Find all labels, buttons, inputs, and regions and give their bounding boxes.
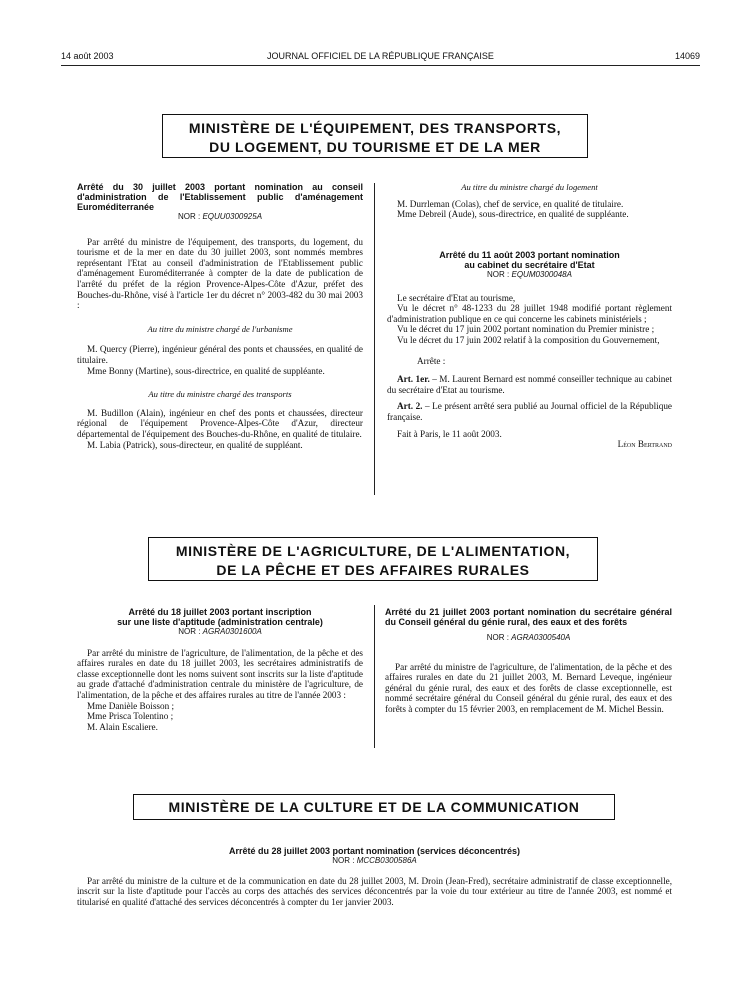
arrete-liste-aptitude [77,607,363,732]
paragraph: Par arrêté du ministre de l'agriculture, de l'alimentation, de la pêche et des affaires rurales en date du 21 juillet 2003, M. Bernard Leveque, ingénieur général du génie rural, des eaux et des forêts de classe exceptionnelle, est nommé secrétaire général du Conseil général du génie rural, des eaux et des forêts à compter du 15 février 2003, en remplacement de M. Michel Bessin. [385,661,672,714]
arrete-title: Arrêté du 28 juillet 2003 portant nomination (services déconcentrés) [228,846,521,856]
ministry-line: MINISTÈRE DE L'AGRICULTURE, DE L'ALIMENTATION, [175,543,571,559]
paragraph: Par arrêté du ministre de l'équipement, des transports, du logement, du tourisme et de la mer en date du 30 juillet 2003, sont nommés membres représentant l'Etat au conseil d'administration de l'Etablissement public d'aménagement Euroméditerranée à compter de la date de publication de l'arrêté du préfet de la région Provence-Alpes-Côte d'Azur, préfet des Bouches-du-Rhône, visé à l'article 1er du décret n° 2003-482 du 30 mai 2003 : [77,236,363,311]
paragraph: Le secrétaire d'Etat au tourisme, [397,292,516,303]
ministry-line: DE LA PÊCHE ET DES AFFAIRES RURALES [216,562,530,578]
arrete-secretaire-general-cggref [385,607,672,715]
page-header [61,51,700,65]
arrete-title: Arrêté du 21 juillet 2003 portant nomination du secrétaire général du Conseil général du génie rural, des eaux et des forêts [385,607,672,627]
list-item: Mme Prisca Tolentino ; [87,711,174,722]
ministry-line: DU LOGEMENT, DU TOURISME ET DE LA MER [209,139,541,155]
arrete-title: au cabinet du secrétaire d'Etat [464,260,595,270]
arrete-services-deconcentres [77,846,672,907]
nor-reference: NOR : EQUU0300925A [177,212,263,221]
paragraph: Vu le décret du 17 juin 2002 portant nomination du Premier ministre ; [397,324,655,335]
paragraph: M. Quercy (Pierre), ingénieur général des ponts et chaussées, en qualité de titulaire. [77,344,363,365]
ministry-line: MINISTÈRE DE LA CULTURE ET DE LA COMMUNICATION [168,799,580,815]
subheading: Au titre du ministre chargé de l'urbanisme [147,323,293,334]
nor-reference: NOR : AGRA0301600A [178,627,262,636]
nor-reference: NOR : MCCB0300586A [332,856,417,865]
paragraph: M. Labia (Patrick), sous-directeur, en qualité de suppléant. [87,439,303,450]
paragraph: Par arrêté du ministre de la culture et de la communication en date du 28 juillet 2003, M. Droin (Jean-Fred), secrétaire administratif de classe exceptionnelle, inscrit sur la liste d'aptitude pour l'accès au corps des attachés des services déconcentrés par la voie du tour extérieur au titre de l'année 2003, est nommé et titularisé en qualité d'attaché des services déconcentrés à compter du 1er janvier 2003. [77,875,672,907]
header-page-number: 14069 [674,51,700,61]
header-date: 14 août 2003 [61,51,114,61]
arrete-euromediterranee [77,182,363,450]
done-at: Fait à Paris, le 11 août 2003. [397,428,502,439]
list-item: Mme Danièle Boisson ; [87,700,175,711]
nor-reference: NOR : AGRA0300540A [486,633,571,642]
header-rule [61,65,700,66]
ministry-heading-culture [133,794,615,820]
ministry-line: MINISTÈRE DE L'ÉQUIPEMENT, DES TRANSPORTS, [188,120,562,136]
subheading: Au titre du ministre chargé du logement [461,182,598,192]
arrete-title: Arrêté du 18 juillet 2003 portant inscription [128,607,312,617]
article-1: Art. 1er. – M. Laurent Bernard est nommé conseiller technique au cabinet du secrétaire d'Etat au tourisme. [387,374,673,395]
arrete-title: Arrêté du 30 juillet 2003 portant nomination au conseil d'administration de l'Etablissement public d'aménagement Euroméditerranée [77,182,363,212]
column-divider [374,605,375,748]
column-divider [374,183,375,495]
subheading: Au titre du ministre chargé des transports [148,389,292,400]
arrete-title: sur une liste d'aptitude (administration centrale) [117,617,323,627]
arrete-continuation-logement [387,182,672,220]
list-item: M. Alain Escaliere. [87,721,158,732]
paragraph: Par arrêté du ministre de l'agriculture, de l'alimentation, de la pêche et des affaires rurales en date du 18 juillet 2003, les secrétaires administratifs de classe exceptionnelle dont les noms suivent sont inscrits sur la liste d'aptitude au grade d'attaché d'administration centrale du ministère de l'agriculture, de l'alimentation, de la pêche et des affaires rurales au titre de l'année 2003 : [77,647,363,700]
arrete-cabinet-secretaire-etat [387,250,672,450]
ministry-heading-agriculture [148,537,598,581]
arrete-keyword: Arrête : [417,355,446,366]
ministry-heading-equipement [162,114,588,158]
paragraph: Vu le décret n° 48-1233 du 28 juillet 1948 modifié portant règlement d'administration publique en ce qui concerne les cabinets ministériels ; [387,303,672,324]
article-2: Art. 2. – Le présent arrêté sera publié au Journal officiel de la République française. [387,401,672,422]
paragraph: Mme Debreil (Aude), sous-directrice, en qualité de suppléante. [397,209,629,220]
paragraph: M. Durrleman (Colas), chef de service, en qualité de titulaire. [397,198,624,209]
arrete-title: Arrêté du 11 août 2003 portant nomination [439,250,620,260]
header-journal-title: JOURNAL OFFICIEL DE LA RÉPUBLIQUE FRANÇAISE [267,51,494,61]
paragraph: Vu le décret du 17 juin 2002 relatif à la composition du Gouvernement, [397,334,660,345]
nor-reference: NOR : EQUM0300048A [487,270,572,279]
paragraph: M. Budillon (Alain), ingénieur en chef des ponts et chaussées, directeur régional de l'équipement Provence-Alpes-Côte d'Azur, directeur départemental de l'équipement des Bouches-du-Rhône, en qualité de titulaire. [77,407,363,439]
signature: Léon Bertrand [617,439,672,450]
paragraph: Mme Bonny (Martine), sous-directrice, en qualité de suppléante. [87,365,325,376]
